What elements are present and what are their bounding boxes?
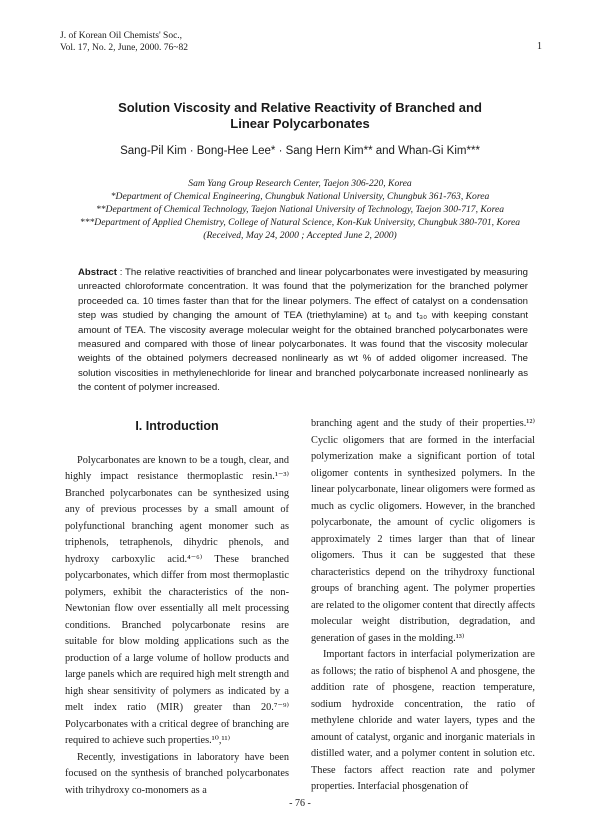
affiliation-line: ***Department of Applied Chemistry, College of Natural Science, Kon-Kuk University, Chungbuk 380-701, Korea [79,217,521,228]
page-number: 1 [537,41,542,52]
body-paragraph: Polycarbonates are known to be a tough, clear, and highly impact resistance thermoplastic resin.¹⁻³⁾ Branched polycarbonates can be synthesized using any of previous processes by a small amount of polyfunctional branching agent monomer such as triphenols, tetraphenols, dihydric phenols, and hydroxy carboxylic acid.⁴⁻⁶⁾ These branched polycarbonates, which differ from most thermoplastic polymers, exhibit the characteristics of the non-Newtonian flow over essentially all melt processing conditions. Branched polycarbonate resins are suitable for blow molding applications such as the production of a large volume of hollow products and large panels which are required high melt strength and high shear sensitivity of polymers as indicated by a melt index ratio (MIR) greater than 20.⁷⁻⁹⁾ Polycarbonates with a critical degree of branching are required to achieve such properties.¹⁰,¹¹⁾ [65,454,289,746]
journal-volume: Vol. 17, No. 2, June, 2000. 76~82 [60,43,188,53]
body-column-right [311,416,535,796]
section-heading: I. Introduction [135,419,219,433]
body-paragraph: Important factors in interfacial polymerization are as follows; the ratio of bisphenol A and phosgene, the addition rate of phosgene, reaction temperature, sodium hydroxide concentration, the ratio of methylene chloride and water layers, types and the amount of catalyst, organic and inorganic materials in distilled water, and a polymer content in solution etc. These factors affect reaction rate and polymer properties. Interfacial phosgenation of [311,649,535,792]
body-paragraph: branching agent and the study of their properties.¹²⁾ Cyclic oligomers that are formed in the interfacial polymerization make a significant portion of total oligomer contents in synthesized polymers. In the linear polycarbonate, linear oligomers were formed as much as cyclic oligomers. However, in the branched polycarbonate, the amount of cyclic oligomers is approximately 2 times larger than that of linear oligomers. Thus it can be suggested that these characteristics depend on the trihydroxy functional groups of branching agent. The polymer properties are related to the oligomer content that directly affects molecular weight distribution, degradation, and generation of gases in the molding.¹³⁾ [311,418,535,644]
body-paragraph: Recently, investigations in laboratory have been focused on the synthesis of branched polycarbonates with trihydroxy co-monomers as a [65,751,289,796]
page-folio: - 76 - [289,798,311,809]
affiliation-line: **Department of Chemical Technology, Taejon National University of Technology, Taejon 300-717, Korea [95,204,505,215]
abstract [78,266,528,396]
abstract-text: : The relative reactivities of branched and linear polycarbonates were investigated by measuring unreacted chloroformate concentration. It was found that the polymerization for the branched polymer proceeded ca. 10 times faster than that for the linear polymers. The effect of catalyst on a condensation step was studied by changing the amount of TEA (triethylamine) at t₀ and t₃₀ with keeping constant amount of TEA. The viscosity average molecular weight for the obtained branched polycarbonates were measured and compared with those of linear polycarbonates. It was found that the viscosity molecular weights of the obtained polymers decreased nonlinearly as wt % of added oligomer increased. The solution viscosities in methylenechloride for linear and branched polycarbonate increased nonlinearly as the content of polymer increased. [78,267,528,394]
title-line-2: Linear Polycarbonates [230,116,370,131]
abstract-label: Abstract [78,267,117,278]
affiliation-line: *Department of Chemical Engineering, Chungbuk National University, Chungbuk 361-763, Korea [110,191,490,202]
affiliation-line: Sam Yang Group Research Center, Taejon 306-220, Korea [188,178,412,189]
journal-citation [60,30,188,54]
received-dates: (Received, May 24, 2000 ; Accepted June 2, 2000) [203,230,397,241]
article-title [60,100,540,132]
affiliations [60,177,540,242]
journal-name: J. of Korean Oil Chemists' Soc., [60,31,183,41]
title-line-1: Solution Viscosity and Relative Reactivity of Branched and [118,100,482,115]
author-list: Sang-Pil Kim · Bong-Hee Lee* · Sang Hern Kim** and Whan-Gi Kim*** [120,145,480,157]
body-column-left [65,414,289,799]
